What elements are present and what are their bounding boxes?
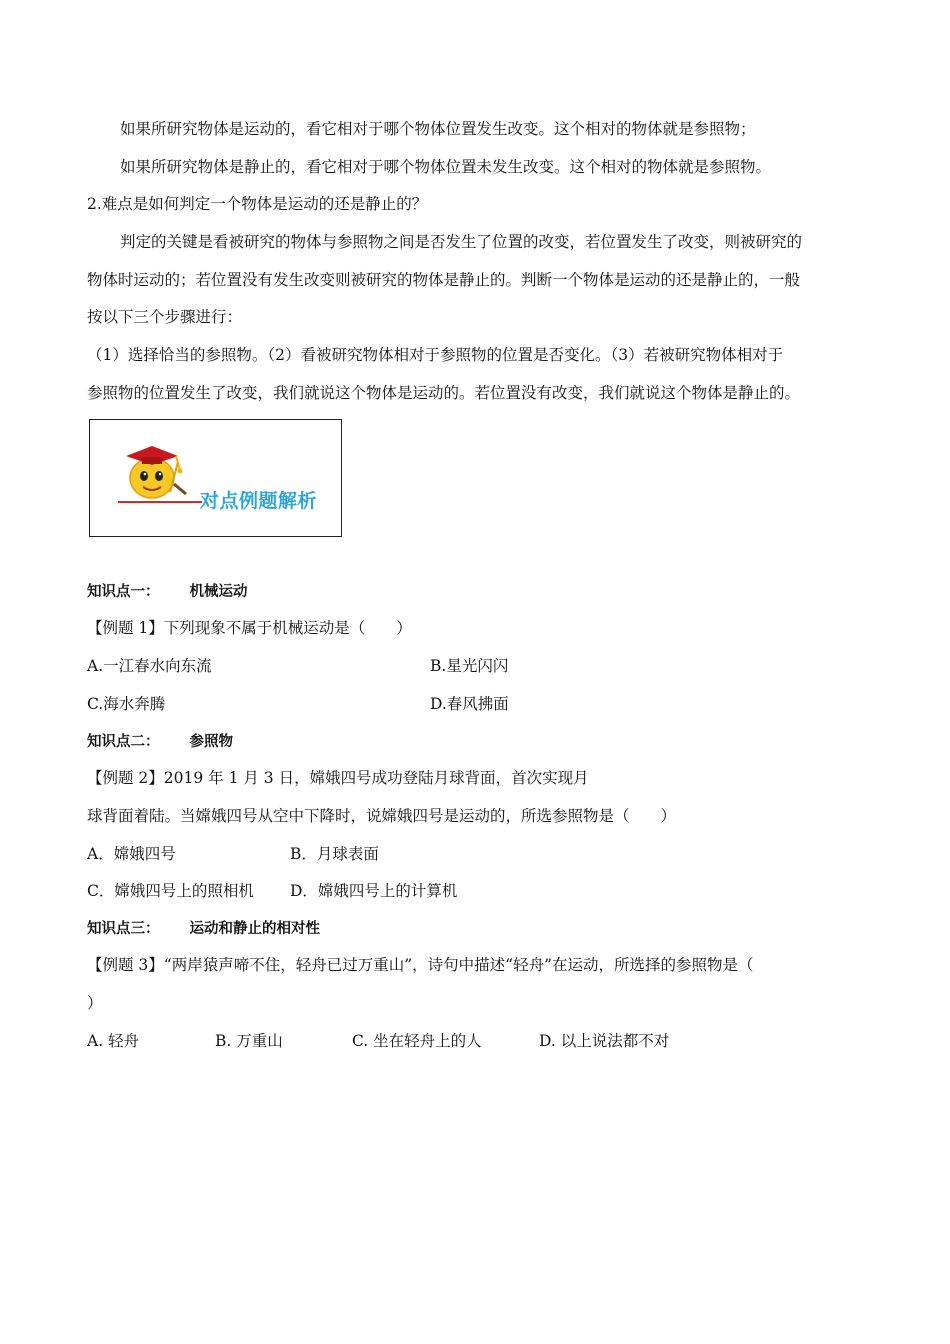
graduate-mascot-icon: [112, 432, 192, 504]
example-2-option-d: D．嫦娥四号上的计算机: [290, 882, 458, 900]
intro-paragraph-moving: 如果所研究物体是运动的，看它相对于哪个物体位置发生改变。这个相对的物体就是参照物；: [120, 120, 756, 138]
example-3-option-d: D. 以上说法都不对: [539, 1032, 670, 1050]
example-3-option-b: B. 万重山: [215, 1032, 283, 1050]
kp1-title: 机械运动: [189, 584, 248, 600]
kp3-label: 知识点三：: [87, 921, 160, 937]
example-2-option-b: B．月球表面: [290, 845, 379, 863]
example-3-question-line-2: ）: [87, 994, 103, 1012]
example-1-option-d: D.春风拂面: [430, 695, 509, 713]
example-2-option-c: C．嫦娥四号上的照相机: [87, 882, 254, 900]
difficulty-line-1: 判定的关键是看被研究的物体与参照物之间是否发生了位置的改变，若位置发生了改变，则被研究的: [120, 233, 803, 251]
example-3-question-line-1: 【例题 3】“两岸猿声啼不住，轻舟已过万重山”，诗句中描述“轻舟”在运动，所选择的参照物是（: [87, 956, 754, 974]
example-1-option-c: C.海水奔腾: [87, 695, 166, 713]
difficulty-line-5: 参照物的位置发生了改变，我们就说这个物体是运动的。若位置没有改变，我们就说这个物体是静止的。: [87, 384, 801, 402]
kp1-label: 知识点一：: [87, 584, 160, 600]
banner-title: 对点例题解析: [200, 490, 318, 512]
knowledge-point-1-heading: [87, 582, 248, 602]
example-3-option-c: C. 坐在轻舟上的人: [352, 1032, 482, 1050]
banner-underline: [118, 501, 202, 503]
knowledge-point-3-heading: [87, 919, 320, 939]
kp2-label: 知识点二：: [87, 734, 160, 750]
knowledge-point-2-heading: [87, 732, 233, 752]
kp3-title: 运动和静止的相对性: [189, 921, 320, 937]
example-3-option-a: A. 轻舟: [87, 1032, 140, 1050]
example-1-question: 【例题 1】下列现象不属于机械运动是（ ）: [87, 619, 412, 637]
difficulty-heading: 2.难点是如何判定一个物体是运动的还是静止的？: [87, 195, 428, 213]
example-1-option-a: A.一江春水向东流: [87, 657, 212, 675]
intro-paragraph-static: 如果所研究物体是静止的，看它相对于哪个物体位置未发生改变。这个相对的物体就是参照物。: [120, 158, 772, 176]
difficulty-line-2: 物体时运动的；若位置没有发生改变则被研究的物体是静止的。判断一个物体是运动的还是静止的，一般: [87, 271, 801, 289]
difficulty-line-4: （1）选择恰当的参照物。（2）看被研究物体相对于参照物的位置是否变化。（3）若被研究物体相对于: [87, 346, 784, 364]
example-1-option-b: B.星光闪闪: [430, 657, 509, 675]
example-2-question-line-2: 球背面着陆。当嫦娥四号从空中下降时，说嫦娥四号是运动的，所选参照物是（ ）: [87, 807, 677, 825]
example-2-question-line-1: 【例题 2】2019 年 1 月 3 日，嫦娥四号成功登陆月球背面，首次实现月: [87, 769, 589, 787]
difficulty-line-3: 按以下三个步骤进行：: [87, 308, 243, 326]
kp2-title: 参照物: [189, 734, 233, 750]
example-2-option-a: A．嫦娥四号: [87, 845, 176, 863]
example-section-banner: [89, 419, 342, 537]
